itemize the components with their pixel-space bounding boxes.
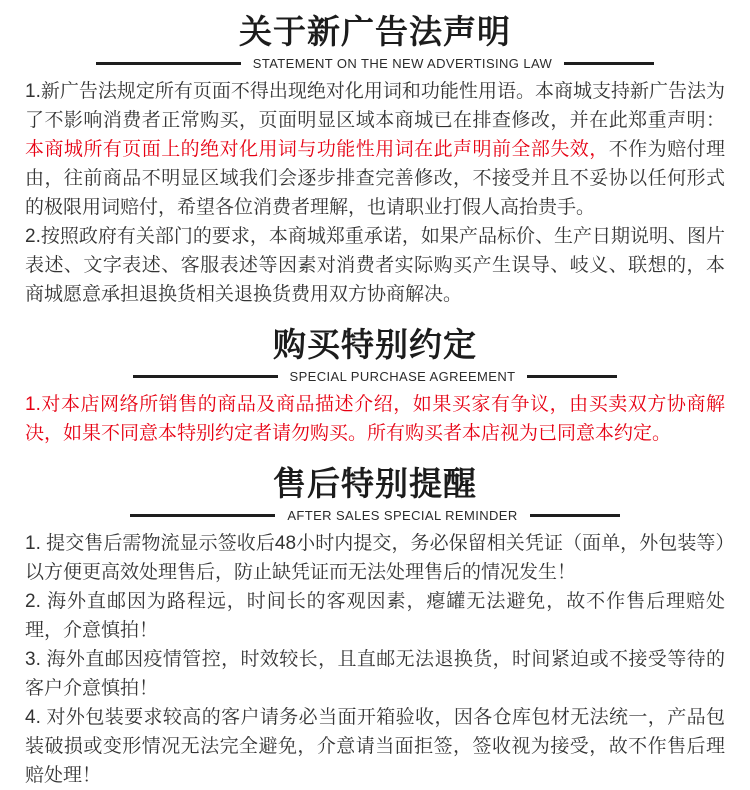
paragraph-segment: 不作为赔付理由，往前商品不明显区域我们会逐步排查完善修改，不接受并且不妥协以任何形式的极限用词赔付，希望各位消费者理解，也请职业打假人高抬贵手。 [25, 139, 725, 218]
section-after-sales-reminder [25, 462, 725, 790]
paragraph-segment: 3. 海外直邮因疫情管控，时效较长，且直邮无法退换货，时间紧迫或不接受等待的客户介意慎拍！ [25, 649, 725, 699]
paragraph [25, 77, 725, 222]
subtitle-rule-left [130, 514, 275, 517]
section-paragraphs [25, 529, 725, 790]
paragraph [25, 390, 725, 448]
subtitle-rule-right [527, 375, 617, 378]
page-title: 关于新广告法声明 [239, 13, 511, 50]
paragraph [25, 222, 725, 309]
section-paragraphs [25, 390, 725, 448]
paragraph-segment-red: 1.对本店网络所销售的商品及商品描述介绍，如果买家有争议，由买卖双方协商解决，如果不同意本特别约定者请勿购买。所有购买者本店视为已同意本约定。 [25, 394, 725, 444]
section-subtitle: SPECIAL PURCHASE AGREEMENT [289, 369, 516, 384]
section-title: 购买特别约定 [273, 326, 477, 363]
paragraph-segment: 1.新广告法规定所有页面不得出现绝对化用词和功能性用语。本商城支持新广告法为了不影响消费者正常购买，页面明显区域本商城已在排查修改，并在此郑重声明： [25, 81, 725, 131]
paragraph [25, 529, 725, 587]
paragraph [25, 645, 725, 703]
paragraph-segment: 1. 提交售后需物流显示签收后48小时内提交，务必保留相关凭证（面单，外包装等）以方便更高效处理售后，防止缺凭证而无法处理售后的情况发生！ [25, 533, 725, 583]
section-subtitle: STATEMENT ON THE NEW ADVERTISING LAW [252, 56, 553, 71]
section-subtitle-row [25, 56, 725, 71]
section-paragraphs [25, 77, 725, 309]
paragraph [25, 587, 725, 645]
paragraph-segment: 2. 海外直邮因为路程远，时间长的客观因素，瘪罐无法避免，故不作售后理赔处理，介意慎拍！ [25, 591, 725, 641]
section-subtitle-row [25, 369, 725, 384]
subtitle-rule-right [530, 514, 620, 517]
subtitle-rule-left [133, 375, 278, 378]
paragraph-segment: 4. 对外包装要求较高的客户请务必当面开箱验收，因各仓库包材无法统一，产品包装破损或变形情况无法完全避免，介意请当面拒签，签收视为接受，故不作售后理赔处理！ [25, 707, 725, 786]
subtitle-rule-left [96, 62, 241, 65]
section-subtitle: AFTER SALES SPECIAL REMINDER [287, 508, 518, 523]
paragraph [25, 703, 725, 790]
section-new-advertising-law [25, 10, 725, 309]
section-title: 售后特别提醒 [273, 465, 477, 502]
section-purchase-agreement [25, 323, 725, 448]
subtitle-rule-right [564, 62, 654, 65]
paragraph-segment: 2.按照政府有关部门的要求，本商城郑重承诺，如果产品标价、生产日期说明、图片表述、文字表述、客服表述等因素对消费者实际购买产生误导、岐义、联想的，本商城愿意承担退换货相关退换货费用双方协商解决。 [25, 226, 725, 305]
paragraph-segment-red: 本商城所有页面上的绝对化用词与功能性用词在此声明前全部失效， [25, 139, 609, 160]
section-subtitle-row [25, 508, 725, 523]
